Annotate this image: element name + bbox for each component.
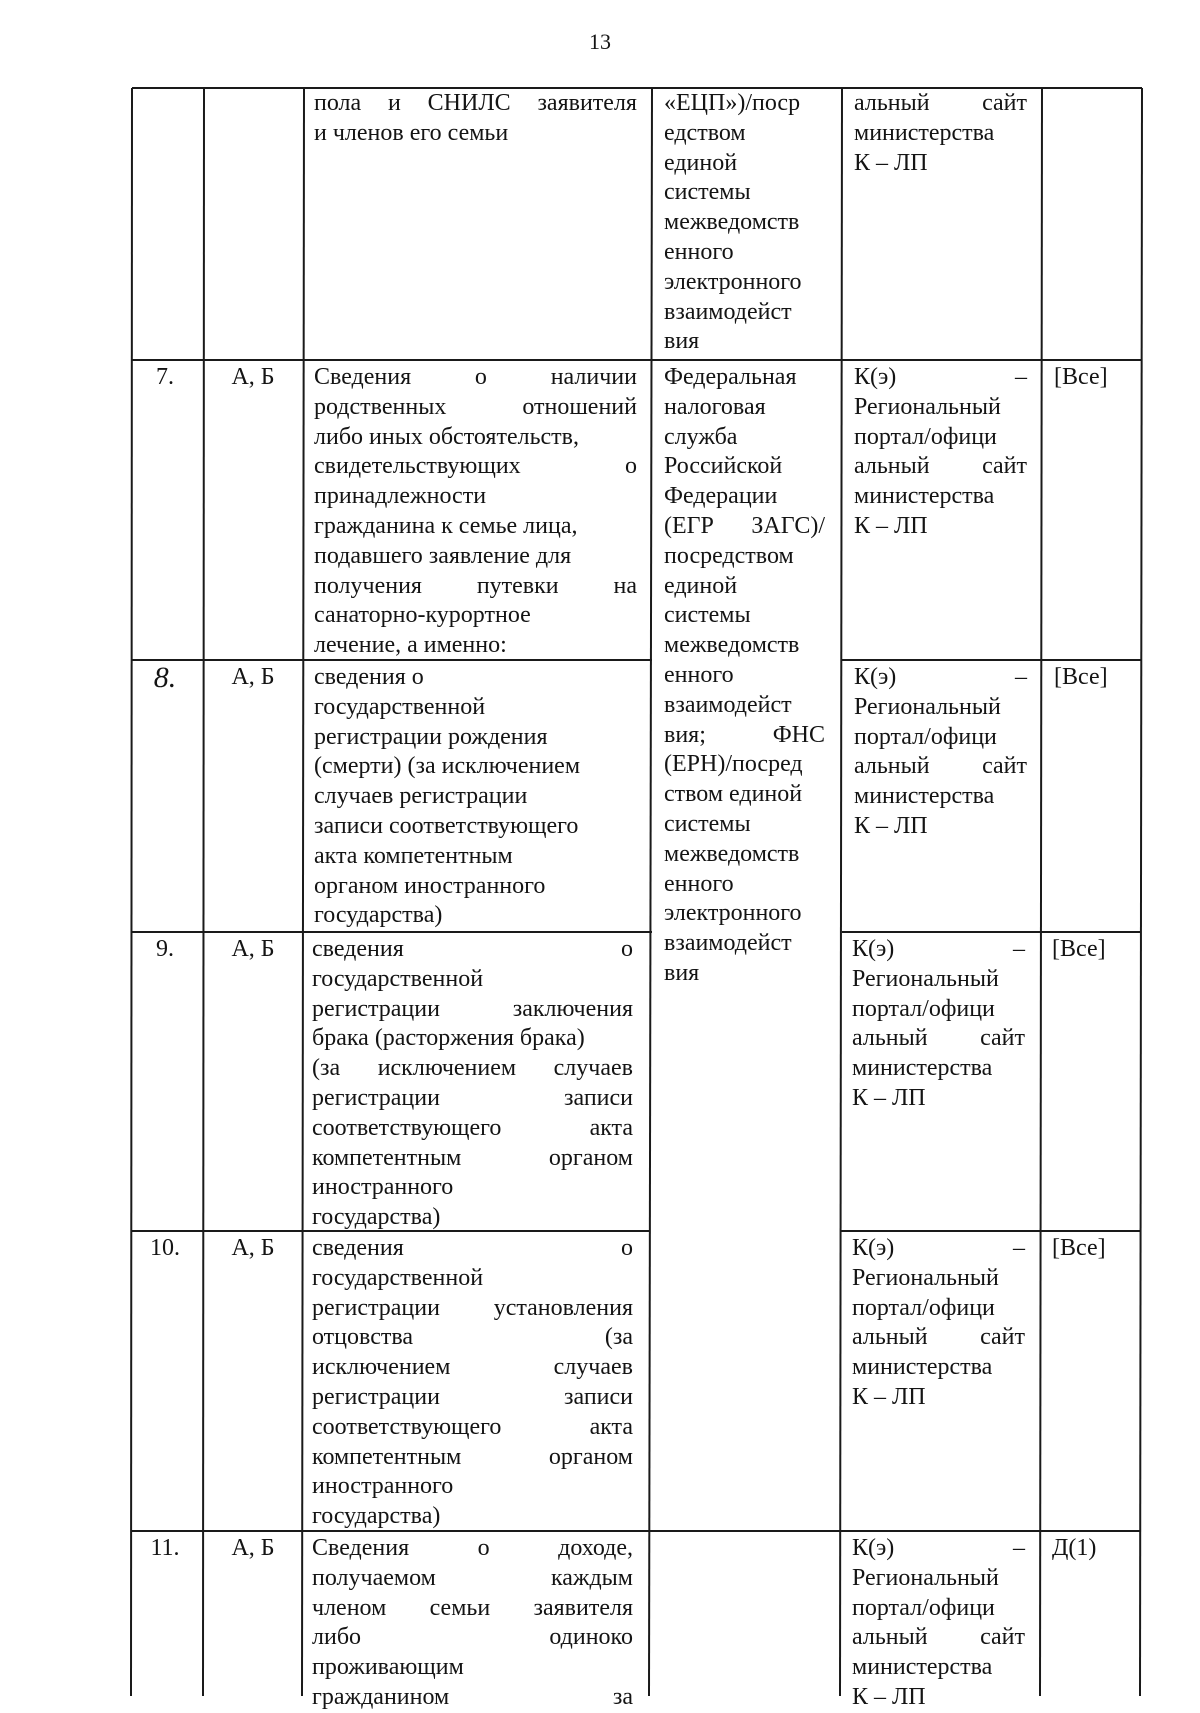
cell-line: портал/офици: [852, 1294, 995, 1321]
cell-line: компетентным органом: [312, 1144, 633, 1171]
cell-line: министерства: [852, 1354, 993, 1381]
cell-line: альный сайт: [852, 1624, 1025, 1651]
cell-line: министерства: [852, 1055, 993, 1082]
cell-line: К(э) –: [854, 664, 1027, 690]
row-0-channel: [844, 89, 1036, 178]
cell-line: гражданина к семье лица,: [314, 512, 578, 539]
cell-line: К(э) –: [852, 936, 1025, 962]
cell-line: случаев регистрации: [314, 783, 528, 810]
cell-line: государственной: [312, 965, 484, 992]
cell-line: альный сайт: [854, 90, 1027, 116]
cell-line: отцовства (за: [312, 1324, 633, 1351]
row-11-channel: [842, 1534, 1034, 1713]
row-0-description: [304, 89, 646, 149]
cell-line: Региональный: [854, 393, 1001, 420]
cell-line: (ЕГР ЗАГС)/: [664, 512, 825, 539]
row-11-group: А, Б: [231, 1535, 275, 1561]
cell-line: налоговая: [664, 393, 766, 420]
page-number: 13: [589, 29, 611, 54]
cell-line: членом семьи заявителя: [312, 1594, 633, 1621]
cell-line: ством единой: [664, 781, 803, 808]
row-9-number: 9.: [156, 936, 174, 962]
row-0-source: [654, 89, 836, 357]
cell-line: енного: [664, 238, 734, 265]
cell-line: гражданином за: [312, 1683, 633, 1710]
row-11-scope: Д(1): [1052, 1535, 1097, 1561]
cell-line: Региональный: [852, 965, 999, 992]
cell-line: Федерации: [664, 483, 778, 510]
cell-line: Региональный: [852, 1264, 999, 1291]
cell-line: государства): [312, 1503, 441, 1530]
cell-line: сведения о: [314, 664, 424, 690]
cell-line: государственной: [314, 693, 486, 720]
cell-line: брака (расторжения брака): [312, 1025, 585, 1052]
cell-line: вия: [664, 328, 700, 355]
cell-line: иностранного: [312, 1473, 454, 1500]
cell-line: получаемом каждым: [312, 1564, 633, 1591]
cell-line: получения путевки на: [314, 572, 637, 599]
cell-line: Региональный: [852, 1564, 999, 1591]
row-8-description: [304, 663, 646, 931]
cell-line: компетентным органом: [312, 1443, 633, 1470]
cell-line: едством: [664, 119, 746, 146]
cell-line: (ЕРН)/посред: [664, 751, 803, 778]
cell-line: Региональный: [854, 693, 1001, 720]
cell-line: соответствующего акта: [312, 1114, 633, 1141]
cell-line: Федеральная: [664, 364, 797, 390]
cell-line: системы: [664, 810, 751, 837]
cell-line: посредством: [664, 542, 794, 569]
cell-line: системы: [664, 602, 751, 629]
cell-line: взаимодейст: [664, 691, 792, 718]
cell-line: либо иных обстоятельств,: [314, 423, 579, 450]
cell-line: сведения о: [312, 936, 633, 962]
row-7-source: [654, 363, 834, 989]
cell-line: К – ЛП: [852, 1084, 926, 1111]
cell-line: государства): [314, 902, 443, 929]
cell-line: межведомств: [664, 632, 800, 659]
cell-line: единой: [664, 572, 738, 599]
cell-line: лечение, а именно:: [314, 632, 507, 659]
cell-line: иностранного: [312, 1174, 454, 1201]
cell-line: акта компетентным: [314, 842, 513, 869]
cell-line: «ЕЦП»)/поср: [664, 90, 801, 116]
cell-line: вия: [664, 959, 700, 986]
cell-line: К(э) –: [852, 1235, 1025, 1261]
cell-line: взаимодейст: [664, 298, 792, 325]
cell-line: регистрации записи: [312, 1383, 633, 1410]
row-7-group: А, Б: [231, 364, 275, 390]
cell-line: Российской: [664, 453, 783, 480]
cell-line: К – ЛП: [852, 1383, 926, 1410]
cell-line: подавшего заявление для: [314, 542, 572, 569]
cell-line: портал/офици: [854, 423, 997, 450]
cell-line: (смерти) (за исключением: [314, 753, 581, 780]
cell-line: министерства: [854, 783, 995, 810]
cell-line: электронного: [664, 900, 802, 927]
cell-line: и членов его семьи: [314, 119, 509, 146]
row-11-description: [302, 1534, 642, 1713]
cell-line: родственных отношений: [314, 393, 637, 420]
cell-line: регистрации рождения: [314, 723, 548, 750]
row-9-group: А, Б: [231, 936, 275, 962]
row-10-description: [302, 1234, 642, 1532]
cell-line: К – ЛП: [854, 149, 928, 176]
cell-line: альный сайт: [854, 453, 1027, 480]
cell-line: К – ЛП: [854, 812, 928, 839]
cell-line: межведомств: [664, 840, 800, 867]
cell-line: альный сайт: [852, 1025, 1025, 1052]
cell-line: портал/офици: [852, 1594, 995, 1621]
cell-line: портал/офици: [854, 723, 997, 750]
row-10-number: 10.: [150, 1235, 180, 1261]
cell-line: либо одиноко: [312, 1624, 633, 1651]
cell-line: соответствующего акта: [312, 1413, 633, 1440]
cell-line: системы: [664, 179, 751, 206]
row-11-number: 11.: [150, 1535, 180, 1561]
row-8-number: 8.: [153, 661, 177, 694]
cell-line: органом иностранного: [314, 872, 546, 899]
row-8-group: А, Б: [231, 664, 275, 690]
cell-line: регистрации заключения: [312, 995, 633, 1022]
cell-line: регистрации установления: [312, 1294, 633, 1321]
cell-line: межведомств: [664, 209, 800, 236]
cell-line: государства): [312, 1204, 441, 1231]
cell-line: пола и СНИЛС заявителя: [314, 90, 637, 116]
cell-line: регистрации записи: [312, 1084, 633, 1111]
row-8-scope: [Все]: [1054, 664, 1108, 690]
cell-line: Сведения о доходе,: [312, 1535, 633, 1561]
cell-line: записи соответствующего: [314, 812, 579, 839]
row-7-channel: [844, 363, 1036, 542]
cell-line: электронного: [664, 268, 802, 295]
cell-line: К(э) –: [852, 1535, 1025, 1561]
row-9-description: [302, 935, 642, 1233]
cell-line: министерства: [854, 483, 995, 510]
cell-line: принадлежности: [314, 483, 487, 510]
row-7-number: 7.: [156, 364, 174, 390]
cell-line: государственной: [312, 1264, 484, 1291]
cell-line: санаторно-курортное: [314, 602, 531, 629]
cell-line: енного: [664, 661, 734, 688]
cell-line: енного: [664, 870, 734, 897]
cell-line: К(э) –: [854, 364, 1027, 390]
cell-line: Сведения о наличии: [314, 364, 637, 390]
cell-line: альный сайт: [854, 753, 1027, 780]
cell-line: К – ЛП: [854, 512, 928, 539]
row-7-scope: [Все]: [1054, 364, 1108, 390]
row-9-scope: [Все]: [1052, 936, 1106, 962]
cell-line: служба: [664, 423, 738, 450]
cell-line: взаимодейст: [664, 930, 792, 957]
cell-line: альный сайт: [852, 1324, 1025, 1351]
cell-line: вия; ФНС: [664, 721, 825, 748]
cell-line: исключением случаев: [312, 1354, 633, 1381]
row-9-channel: [842, 935, 1034, 1114]
row-8-channel: [844, 663, 1036, 842]
cell-line: единой: [664, 149, 738, 176]
row-10-channel: [842, 1234, 1034, 1413]
cell-line: проживающим: [312, 1654, 464, 1681]
cell-line: портал/офици: [852, 995, 995, 1022]
cell-line: свидетельствующих о: [314, 453, 637, 480]
cell-line: сведения о: [312, 1235, 633, 1261]
row-7-description: [304, 363, 646, 661]
row-10-group: А, Б: [231, 1235, 275, 1261]
row-10-scope: [Все]: [1052, 1235, 1106, 1261]
cell-line: министерства: [852, 1654, 993, 1681]
cell-line: К – ЛП: [852, 1683, 926, 1710]
cell-line: (за исключением случаев: [312, 1055, 633, 1082]
cell-line: министерства: [854, 119, 995, 146]
